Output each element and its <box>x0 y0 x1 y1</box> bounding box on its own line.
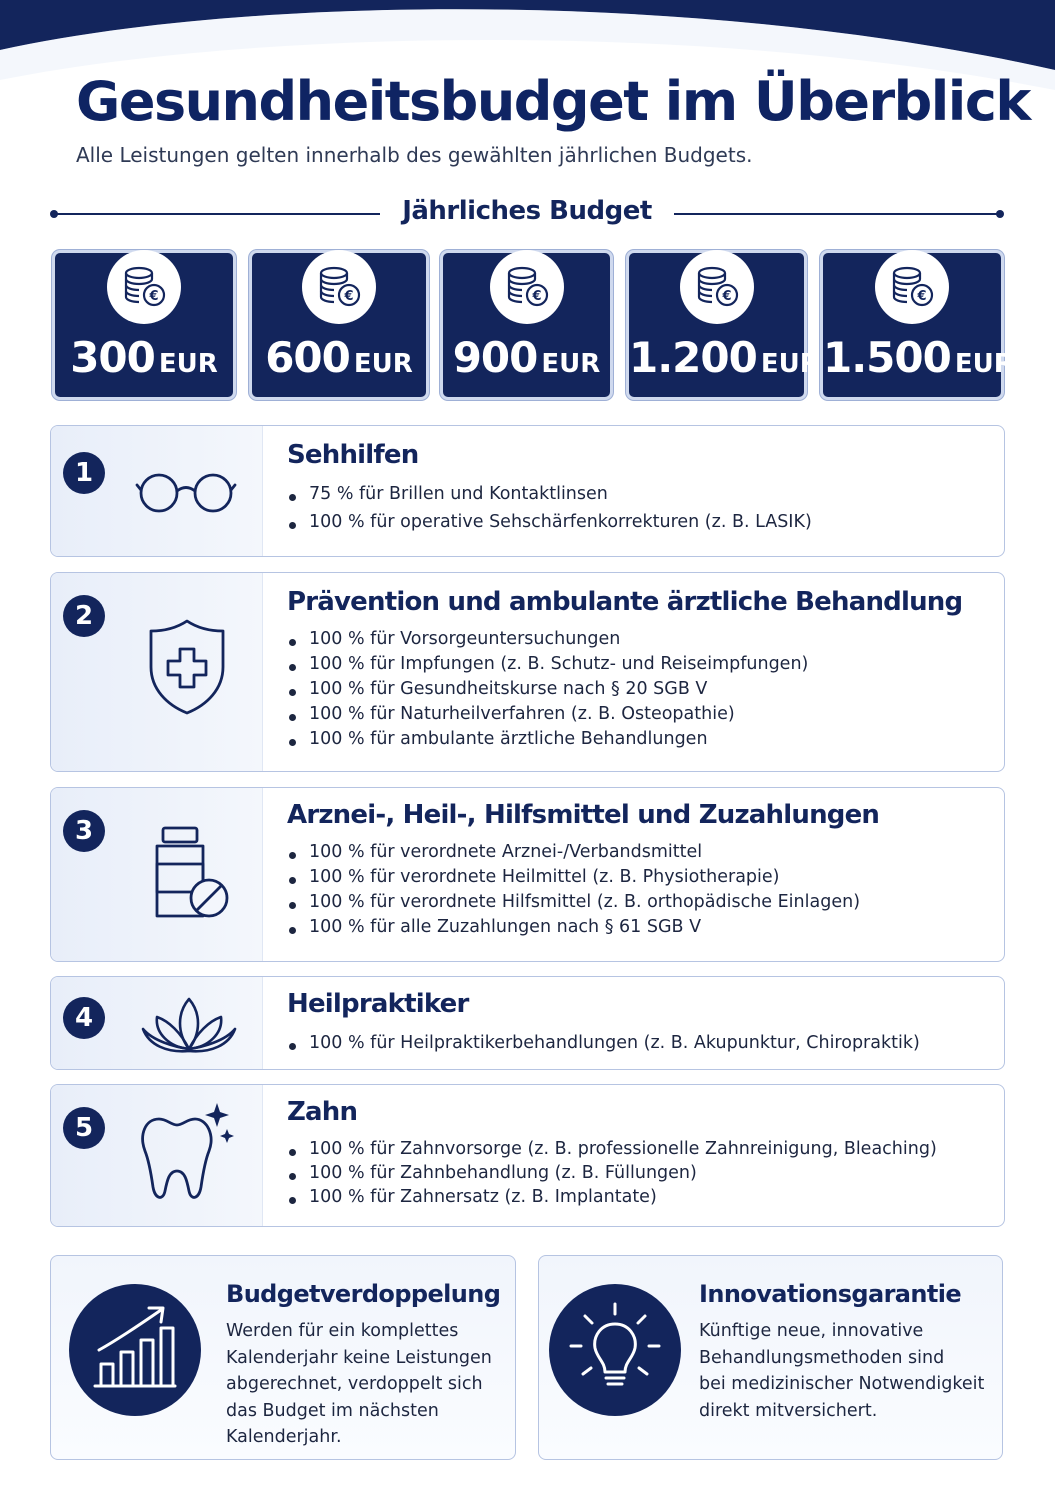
benefit-number-badge: 5 <box>63 1107 105 1149</box>
benefit-list <box>287 1033 920 1053</box>
benefit-card-praevention <box>50 572 1005 772</box>
svg-text:€: € <box>149 289 159 304</box>
svg-text:€: € <box>531 289 542 304</box>
benefit-item: 100 % für operative Sehschärfenkorrekturen (z. B. LASIK) <box>287 512 812 532</box>
coins-euro-icon <box>875 250 949 324</box>
coins-euro-icon <box>302 250 376 324</box>
lotus-icon <box>139 993 239 1057</box>
benefit-title: Sehhilfen <box>287 440 419 470</box>
feature-text-line: bei medizinischer Notwendigkeit <box>699 1374 985 1394</box>
budget-amount: 900 <box>452 333 538 382</box>
benefit-list <box>287 629 808 749</box>
benefit-item: 100 % für verordnete Hilfsmittel (z. B. orthopädische Einlagen) <box>287 892 860 912</box>
benefit-item: 100 % für Naturheilverfahren (z. B. Osteopathie) <box>287 704 808 724</box>
budget-amount: 600 <box>265 333 350 382</box>
page-subtitle: Alle Leistungen gelten innerhalb des gewählten jährlichen Budgets. <box>76 143 753 167</box>
benefit-item: 100 % für Zahnvorsorge (z. B. professionelle Zahnreinigung, Bleaching) <box>287 1139 937 1159</box>
budget-card-900 <box>440 250 613 400</box>
benefit-item: 100 % für Zahnbehandlung (z. B. Füllungen) <box>287 1163 937 1183</box>
benefit-card-zahn <box>50 1084 1005 1227</box>
divider-line <box>54 213 380 215</box>
feature-text <box>699 1318 984 1424</box>
budget-card-600 <box>249 250 429 400</box>
lightbulb-icon <box>549 1284 681 1416</box>
feature-text-line: Behandlungsmethoden sind <box>699 1347 945 1368</box>
tooth-sparkle-icon <box>137 1099 237 1203</box>
budget-card-300 <box>52 250 236 400</box>
budget-amount: 300 <box>70 333 155 382</box>
feature-card-budgetverdoppelung <box>50 1255 516 1460</box>
svg-text:€: € <box>917 289 927 304</box>
budget-section-header <box>50 196 1004 232</box>
coins-euro-icon <box>107 250 181 324</box>
shield-cross-icon <box>147 617 227 717</box>
feature-card-innovationsgarantie <box>538 1255 1003 1460</box>
benefit-number-badge: 1 <box>63 452 105 494</box>
feature-text-line: Kalenderjahr keine Leistungen <box>226 1347 492 1368</box>
feature-text-line: Künftige neue, innovative <box>699 1321 924 1341</box>
benefit-item: 100 % für Heilpraktikerbehandlungen (z. B. Akupunktur, Chiropraktik) <box>287 1033 920 1053</box>
benefit-item: 100 % für Zahnersatz (z. B. Implantate) <box>287 1187 937 1207</box>
benefit-title: Arznei-, Heil-, Hilfsmittel und Zuzahlungen <box>287 800 880 830</box>
budget-currency: EUR <box>541 349 601 379</box>
benefit-title: Zahn <box>287 1097 358 1127</box>
benefit-item: 75 % für Brillen und Kontaktlinsen <box>287 484 812 504</box>
feature-text-line: Werden für ein komplettes <box>226 1321 459 1341</box>
benefit-number-badge: 2 <box>63 595 105 637</box>
feature-text-line: direkt mitversichert. <box>699 1400 878 1421</box>
budget-currency: EUR <box>954 349 1014 379</box>
divider-dot <box>996 210 1004 218</box>
benefit-title: Heilpraktiker <box>287 989 469 1019</box>
benefit-item: 100 % für verordnete Heilmittel (z. B. Physiotherapie) <box>287 867 860 887</box>
svg-text:€: € <box>721 289 732 304</box>
budget-options <box>50 250 1014 400</box>
glasses-icon <box>133 466 241 516</box>
feature-text <box>226 1318 492 1451</box>
feature-title: Budgetverdoppelung <box>226 1280 501 1308</box>
feature-title: Innovationsgarantie <box>699 1280 962 1308</box>
benefit-number-badge: 4 <box>63 997 105 1039</box>
benefit-list <box>287 1139 937 1207</box>
benefit-item: 100 % für Gesundheitskurse nach § 20 SGB V <box>287 679 808 699</box>
budget-currency: EUR <box>158 349 218 379</box>
budget-card-1500 <box>820 250 1014 400</box>
coins-euro-icon <box>680 250 754 324</box>
benefit-card-arzneimittel <box>50 787 1005 962</box>
feature-text-line: Kalenderjahr. <box>226 1427 342 1447</box>
benefit-item: 100 % für verordnete Arznei-/Verbandsmittel <box>287 842 860 862</box>
budget-currency: EUR <box>353 349 413 379</box>
benefit-number-badge: 3 <box>63 810 105 852</box>
benefit-title: Prävention und ambulante ärztliche Behandlung <box>287 587 963 617</box>
growth-chart-icon <box>69 1284 201 1416</box>
benefit-list <box>287 842 860 937</box>
divider-line <box>674 213 1000 215</box>
benefit-item: 100 % für ambulante ärztliche Behandlungen <box>287 729 808 749</box>
page-title: Gesundheitsbudget im Überblick <box>76 70 1030 133</box>
benefit-item: 100 % für Vorsorgeuntersuchungen <box>287 629 808 649</box>
budget-currency: EUR <box>760 349 820 379</box>
benefit-list <box>287 484 812 532</box>
svg-text:€: € <box>344 289 354 304</box>
benefit-card-heilpraktiker <box>50 976 1005 1070</box>
feature-text-line: abgerechnet, verdoppelt sich <box>226 1374 483 1394</box>
budget-card-1200 <box>626 250 820 400</box>
medicine-bottle-icon <box>147 824 237 920</box>
budget-amount: 1.200 <box>629 333 757 382</box>
benefit-card-sehhilfen <box>50 425 1005 557</box>
budget-heading: Jährliches Budget <box>402 196 652 226</box>
benefit-item: 100 % für Impfungen (z. B. Schutz- und Reiseimpfungen) <box>287 654 808 674</box>
benefit-item: 100 % für alle Zuzahlungen nach § 61 SGB V <box>287 917 860 937</box>
coins-euro-icon <box>490 250 564 324</box>
feature-text-line: das Budget im nächsten <box>226 1400 439 1421</box>
budget-amount: 1.500 <box>823 333 951 382</box>
